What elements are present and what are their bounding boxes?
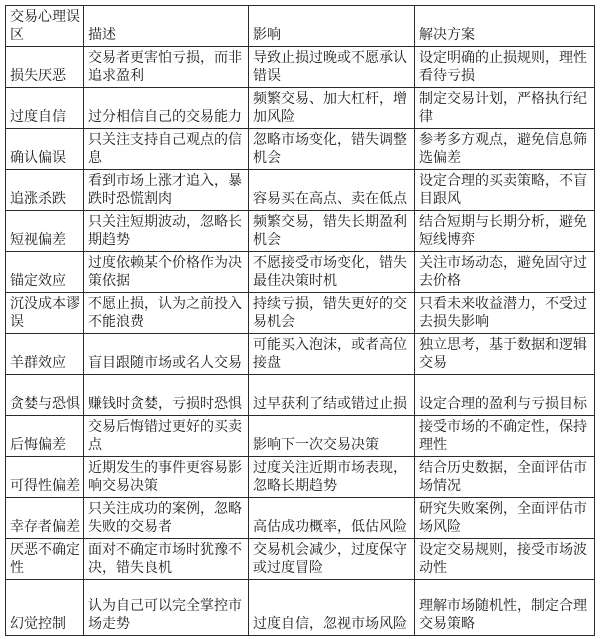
- cell-solution: 接受市场的不确定性，保持理性: [415, 416, 595, 457]
- cell-impact: 持续亏损，错失更好的交易机会: [249, 293, 415, 334]
- cell-impact: 交易机会减少，过度保守或过度冒险: [249, 539, 415, 580]
- cell-solution: 制定交易计划，严格执行纪律: [415, 88, 595, 129]
- cell-solution: 设定交易规则，接受市场波动性: [415, 539, 595, 580]
- cell-impact: 高估成功概率，低估风险: [249, 498, 415, 539]
- header-solution: 解决方案: [415, 6, 595, 47]
- cell-fallacy: 厌恶不确定性: [6, 539, 84, 580]
- table-row: [6, 539, 595, 580]
- cell-solution: 独立思考，基于数据和逻辑交易: [415, 334, 595, 375]
- cell-fallacy: 沉没成本谬误: [6, 293, 84, 334]
- cell-solution: 研究失败案例，全面评估市场风险: [415, 498, 595, 539]
- cell-fallacy: 短视偏差: [6, 211, 84, 252]
- cell-impact: 频繁交易、加大杠杆，增加风险: [249, 88, 415, 129]
- table-row: [6, 293, 595, 334]
- table-row: [6, 375, 595, 416]
- cell-impact: 不愿接受市场变化，错失最佳决策时机: [249, 252, 415, 293]
- cell-description: 交易后悔错过更好的买卖点: [84, 416, 249, 457]
- cell-fallacy: 追涨杀跌: [6, 170, 84, 211]
- header-impact: 影响: [249, 6, 415, 47]
- trading-psychology-table: [5, 5, 595, 636]
- cell-description: 只关注短期波动，忽略长期趋势: [84, 211, 249, 252]
- cell-impact: 忽略市场变化，错失调整机会: [249, 129, 415, 170]
- cell-description: 只关注支持自己观点的信息: [84, 129, 249, 170]
- cell-description: 过度依赖某个价格作为决策依据: [84, 252, 249, 293]
- table-row: [6, 211, 595, 252]
- table-row: [6, 580, 595, 636]
- table-row: [6, 88, 595, 129]
- cell-impact: 过度自信，忽视市场风险: [249, 580, 415, 636]
- header-fallacy: 交易心理误区: [6, 6, 84, 47]
- cell-fallacy: 贪婪与恐惧: [6, 375, 84, 416]
- cell-description: 认为自己可以完全掌控市场走势: [84, 580, 249, 636]
- table-row: [6, 498, 595, 539]
- trading-psychology-table-container: [5, 5, 594, 636]
- cell-impact: 容易买在高点、卖在低点: [249, 170, 415, 211]
- cell-solution: 结合短期与长期分析，避免短线博弈: [415, 211, 595, 252]
- cell-description: 不愿止损，认为之前投入不能浪费: [84, 293, 249, 334]
- cell-solution: 只看未来收益潜力，不受过去损失影响: [415, 293, 595, 334]
- table-row: [6, 47, 595, 88]
- cell-fallacy: 确认偏误: [6, 129, 84, 170]
- cell-fallacy: 幻觉控制: [6, 580, 84, 636]
- cell-fallacy: 幸存者偏差: [6, 498, 84, 539]
- cell-impact: 导致止损过晚或不愿承认错误: [249, 47, 415, 88]
- cell-solution: 关注市场动态，避免固守过去价格: [415, 252, 595, 293]
- table-row: [6, 334, 595, 375]
- cell-solution: 参考多方观点，避免信息筛选偏差: [415, 129, 595, 170]
- cell-description: 看到市场上涨才追入，暴跌时恐慌割肉: [84, 170, 249, 211]
- cell-fallacy: 可得性偏差: [6, 457, 84, 498]
- cell-description: 面对不确定市场时犹豫不决，错失良机: [84, 539, 249, 580]
- cell-description: 盲目跟随市场或名人交易: [84, 334, 249, 375]
- cell-fallacy: 损失厌恶: [6, 47, 84, 88]
- table-row: [6, 170, 595, 211]
- cell-solution: 设定明确的止损规则，理性看待亏损: [415, 47, 595, 88]
- table-header-row: [6, 6, 595, 47]
- cell-solution: 设定合理的盈利与亏损目标: [415, 375, 595, 416]
- cell-impact: 可能买入泡沫，或者高位接盘: [249, 334, 415, 375]
- cell-description: 只关注成功的案例，忽略失败的交易者: [84, 498, 249, 539]
- cell-solution: 设定合理的买卖策略，不盲目跟风: [415, 170, 595, 211]
- cell-impact: 过早获利了结或错过止损: [249, 375, 415, 416]
- cell-description: 近期发生的事件更容易影响交易决策: [84, 457, 249, 498]
- cell-solution: 结合历史数据，全面评估市场情况: [415, 457, 595, 498]
- cell-fallacy: 锚定效应: [6, 252, 84, 293]
- cell-description: 过分相信自己的交易能力: [84, 88, 249, 129]
- table-row: [6, 416, 595, 457]
- cell-description: 交易者更害怕亏损，而非追求盈利: [84, 47, 249, 88]
- cell-solution: 理解市场随机性，制定合理交易策略: [415, 580, 595, 636]
- cell-description: 赚钱时贪婪，亏损时恐惧: [84, 375, 249, 416]
- cell-impact: 频繁交易，错失长期盈利机会: [249, 211, 415, 252]
- cell-impact: 影响下一次交易决策: [249, 416, 415, 457]
- table-row: [6, 129, 595, 170]
- header-description: 描述: [84, 6, 249, 47]
- table-row: [6, 252, 595, 293]
- cell-fallacy: 过度自信: [6, 88, 84, 129]
- cell-impact: 过度关注近期市场表现，忽略长期趋势: [249, 457, 415, 498]
- table-row: [6, 457, 595, 498]
- cell-fallacy: 羊群效应: [6, 334, 84, 375]
- cell-fallacy: 后悔偏差: [6, 416, 84, 457]
